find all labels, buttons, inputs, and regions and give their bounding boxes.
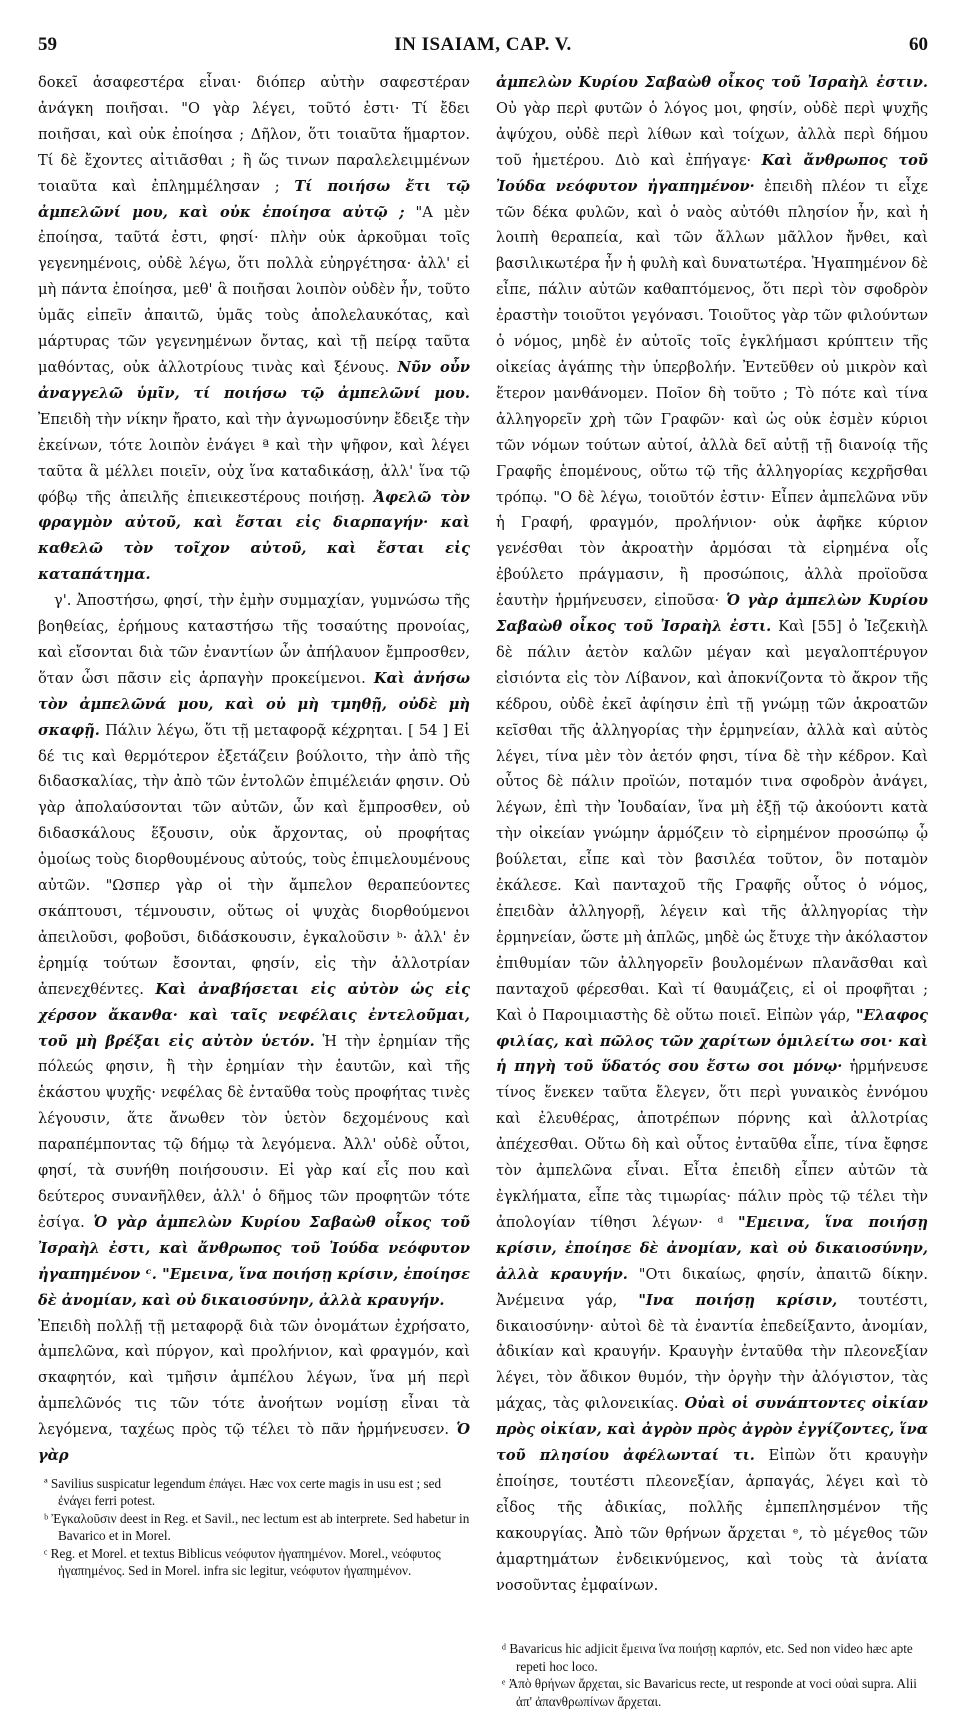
commentary-text: ἐπειδὴ πλέον τι εἶχε τῶν δέκα φυλῶν, καὶ ὁ ναὸς αὐτόθι πλησίον ἦν, καὶ ἡ λοιπὴ θεραπεία, καὶ τῶν ἄλλων μᾶλλον ἤνθει, καὶ βασιλικωτέρα ἦν ἡ φυλὴ καὶ δυνατωτέρα. Ἠγαπημένον δὲ εἶπε, πάλιν αὐτῶν καθαπτόμενος, ὅτι περὶ τὸν σφοδρὸν ἐραστὴν τοιοῦτοι γεγόνασι. Τοιοῦτος γὰρ τῶν φιλούντων ὁ νόμος, μηδὲ ἐν αὐτοῖς τοῖς ἐγκλήμασι κρύπτειν τῆς οἰκείας ἀγάπης τὴν ὑπερβολήν. Ἐντεῦθεν οὐ μικρὸν καὶ ἕτερον μανθάνομεν. Ποῖον δὴ τοῦτο ; Τὸ πότε καὶ τίνα ἀλληγορεῖν χρὴ τῶν Γραφῶν· καὶ ὡς οὐκ ἐσμὲν κύριοι τῶν νόμων τούτων αὐτοί, ἀλλὰ δεῖ αὐτῇ τῇ διανοίᾳ τῆς Γραφῆς ἑπομένους, οὕτω τῷ τῆς ἀλληγορίας κεχρῆσθαι τρόπῳ. "Ο δὲ λέγω, τοιοῦτόν ἐστιν· Εἶπεν ἀμπελῶνα νῦν ἡ Γραφή, φραγμόν, προλήνιον· οὐκ ἀφῆκε κύριον γενέσθαι τὸν ἀκροατὴν ἁρμόσαι τὰ εἰρημένα οἷς ἐβούλετο πράγμασιν, ἢ προσώποις, ἀλλὰ προϊοῦσα ἑαυτὴν ἡρμήνευσεν, εἰποῦσα· (496, 177, 928, 610)
commentary-text: Ἐπειδὴ τὴν νίκην ἤρατο, καὶ τὴν ἀγνωμοσύνην ἔδειξε τὴν ἐκείνων, τότε λοιπὸν ἐνάγει ª καὶ τὴν ψῆφον, καὶ λέγει ταῦτα ἃ μέλλει ποιεῖν, οὐχ ἵνα καταδικάσῃ, ἀλλ' ἵνα τῷ φόβῳ τῆς ἀπειλῆς ἐπιεικεστέρους ποιήσῃ. (38, 410, 470, 506)
footnote-e: ᵉ Ἀπὸ θρήνων ἄρχεται, sic Bavaricus recte, ut responde at voci οὐαὶ supra. Alii ἀπ' ἀπανθρωπίνων ἄρχεται. (502, 1676, 917, 1709)
commentary-text: ἡρμήνευσε τίνος ἕνεκεν ταῦτα ἔλεγεν, ὅτι περὶ γυναικὸς ἐννόμου καὶ ἐλευθέρας, ἀποτρέπων πόρνης καὶ ἀλλοτρίας ἀπέχεσθαι. Οὕτω δὴ καὶ οὗτος ἐνταῦθα εἶπε, τίνα ἔφησε τὸν ἀμπελῶνα εἶναι. Εἶτα ἐπειδὴ εἶπεν αὐτῶν τὰ ἐγκλήματα, εἶπε τὰς τιμωρίας· πάλιν πρὸς τῷ τέλει τὴν ἀπολογίαν τίθησι λέγων· ᵈ (496, 1058, 928, 1231)
commentary-text: Πάλιν λέγω, ὅτι τῇ μεταφορᾷ κέχρηται. [ 54 ] Εἰ δέ τις καὶ θερμότερον ἐξετάζειν βούλοιτο, τὴν ἀπὸ τῆς διδασκαλίας, τὴν ἀπὸ τῶν ἐντολῶν ἐπιμέλειάν φησιν. Οὐ γὰρ ἀπολαύσονται τῶν αὐτῶν, ὧν καὶ ἔμπροσθεν, οὐ διδασκάλους ἕξουσιν, οὐκ ἄρχοντας, οὐ προφήτας ὁμοίως τοὺς διορθουμένους αὐτούς, τοὺς ἐπιμελουμένους αὐτῶν. "Ωσπερ γὰρ οἱ τὴν ἄμπελον θεραπεύοντες σκάπτουσι, τέμνουσιν, οὕτως οἱ ψυχὰς διορθούμενοι ἀπειλοῦσι, φοβοῦσι, διδάσκουσιν, ἐγκαλοῦσιν ᵇ· ἀλλ' ἐν ἐρημίᾳ τούτων ἔσονται, φησίν, εἰς τὴν ἀλλοτρίαν ἀπενεχθέντες. (38, 721, 470, 998)
page-number-left: 59 (38, 34, 57, 55)
scripture-quote: Καὶ ἀνήσω τὸν ἀμπελῶνά μου, καὶ οὐ μὴ τμηθῇ, οὐδὲ μὴ σκαφῇ. (38, 669, 470, 739)
footnote-a: ª Savilius suspicatur legendum ἐπάγει. Hæc vox certe magis in usu est ; sed ἐνάγει ferri potest. (44, 1475, 442, 1509)
footnote-c: ᶜ Reg. et Morel. et textus Biblicus νεόφυτον ἠγαπημένον. Morel., νεόφυτος ἠγαπημένος. Sed in Morel. infra sic legitur, νεόφυτον ἠγαπημένον. (44, 1545, 441, 1579)
scripture-quote: Τί ποιήσω ἔτι τῷ ἀμπελῶνί μου, καὶ οὐκ ἐποίησα αὐτῷ ; (38, 177, 470, 221)
scripture-quote: Καὶ ἄνθρωπος τοῦ Ἰούδα νεόφυτον ἠγαπημένον· (496, 151, 929, 195)
scripture-quote: Ὁ γὰρ ἀμπελὼν Κυρίου Σαβαὼθ οἶκος τοῦ Ἰσραὴλ ἐστι. (496, 592, 928, 636)
commentary-text: Ἡ τὴν ἐρημίαν τῆς πόλεώς φησιν, ἢ τὴν ἐρημίαν τὴν ἑαυτῶν, καὶ τῆς ἑκάστου ψυχῆς· νεφέλας δὲ ἐνταῦθα τοὺς προφήτας τινὲς λέγουσιν, ἅτε ἄνωθεν τὸν ὑετὸν δεχομένους καὶ παραπέμποντας τῷ δήμῳ τὰ λεγόμενα. Ἀλλ' οὐδὲ οὗτοι, φησί, τὰ συνήθη ποιήσουσιν. Εἰ γὰρ καί εἶς που καὶ δεύτερος συνανῆλθεν, ἀλλ' ὁ δῆμος τῶν προφητῶν τότε ἐσίγα. (38, 1032, 470, 1231)
commentary-text: Εἰπὼν ὅτι κραυγὴν ἐποίησε, τουτέστι πλεονεξίαν, ἁρπαγάς, λέγει καὶ τὸ εἶδος τῆς ἀδικίας, πολλῆς ἐμπεπλησμένον τῆς κακουργίας. Ἀπὸ τῶν θρήνων ἄρχεται ᵉ, τὸ μέγεθος τῶν ἁμαρτημάτων ἐνδεικνύμενος, καὶ τοὺς τὰ ἀνίατα νοσοῦντας ἐμφαίνων. (496, 1447, 928, 1594)
scripture-quote: Ὁ γὰρ ἀμπελὼν Κυρίου Σαβαὼθ οἶκος τοῦ Ἰσραὴλ ἐστι, καὶ ἄνθρωπος τοῦ Ἰούδα νεόφυτον ἠγαπημένον ᶜ. "Εμεινα, ἵνα ποιήσῃ κρίσιν, ἐποίησε δὲ ἀνομίαν, καὶ οὐ δικαιοσύνην, ἀλλὰ κραυγήν. (38, 1213, 470, 1309)
left-paragraph-1 (38, 70, 470, 588)
scripture-quote: Νῦν οὖν ἀναγγελῶ ὑμῖν, τί ποιήσω τῷ ἀμπελῶνί μου. (38, 358, 470, 402)
right-paragraph-1 (496, 70, 928, 1598)
footnote-d: ᵈ Bavaricus hic adjicit ἔμεινα ἵνα ποιήσῃ καρπόν, etc. Sed non video hæc apte repeti hoc loco. (502, 1641, 913, 1674)
scripture-quote: "Εμεινα, ἵνα ποιήσῃ κρίσιν, ἐποίησε δὲ ἀνομίαν, καὶ οὐ δικαιοσύνην, ἀλλὰ κραυγήν. (496, 1213, 928, 1283)
commentary-text: Καὶ [55] ὁ Ἰεζεκιὴλ δὲ πάλιν ἀετὸν καλῶν μέγαν καὶ μεγαλοπτέρυγον εἰσιόντα εἰς τὸν Λίβανον, καὶ ἀποκνίζοντα τὸ ἄκρον τῆς κέδρου, οὐδὲ ἐκεῖ ἀφίησιν ἐπὶ τῇ γνώμῃ τῶν ἀκροατῶν κεῖσθαι τῆς ἀλληγορίας τὴν ἑρμηνείαν, ἀλλὰ καὶ αὐτὸς λέγει, τίνα μὲν τὸν ἀετόν φησι, τίνα δὲ τὴν κέδρον. Καὶ οὗτος δὲ πάλιν προϊών, ποταμόν τινα σφοδρὸν ἀνάγει, λέγων, ἐπὶ τὴν Ἰουδαίαν, ἵνα μὴ ἐξῇ τῷ ἀκούοντι κατὰ τὴν οἰκείαν γνώμην ἁρμόζειν τὸ εἰρημένον προσώπῳ ᾧ βούλεται, εἶπε καὶ τὸν βασιλέα τοῦτον, ὃν ποταμὸν ἐκάλεσε. Καὶ πανταχοῦ τῆς Γραφῆς οὗτος ὁ νόμος, ἐπειδὰν ἀλληγορῇ, λέγειν καὶ τῆς ἀλληγορίας τὴν ἑρμηνείαν, ὥστε μὴ ἁπλῶς, μηδὲ ὡς ἔτυχε τὴν ἀκόλαστον ἐπιθυμίαν τῶν ἀλληγορεῖν βουλομένων πλανᾶσθαι καὶ πανταχοῦ φέρεσθαι. Καὶ τί θαυμάζεις, εἰ οἱ προφῆται ; Καὶ ὁ Παροιμιαστὴς δὲ οὕτω ποιεῖ. Εἰπὼν γάρ, (496, 618, 928, 1024)
left-paragraph-2 (38, 588, 470, 1313)
left-paragraph-3 (38, 1314, 470, 1469)
page-number-right: 60 (909, 34, 928, 55)
running-title: IN ISAIAM, CAP. V. (394, 34, 572, 55)
commentary-text: Οὐ γὰρ περὶ φυτῶν ὁ λόγος μοι, φησίν, οὐδὲ περὶ ψυχῆς ἀψύχου, οὐδὲ περὶ λίθων καὶ τοίχων, ἀλλὰ περὶ δήμου τοῦ ἡμετέρου. Διὸ καὶ ἐπήγαγε· (496, 99, 928, 169)
commentary-text: "Α μὲν ἐποίησα, ταῦτά ἐστι, φησί· πλὴν οὐκ ἀρκοῦμαι τοῖς γεγενημένοις, οὐδὲ λέγω, ὅτι πολλὰ εὐηργέτησα· ἀλλ' εἰ μὴ πάντα ἐποίησα, μεθ' ἃ ποιῆσαι λοιπὸν οὐδὲν ἦν, τοῦτο ὑμᾶς εἰπεῖν ἀπαιτῶ, ὑμᾶς τοὺς ἀπολελαυκότας, καὶ μάρτυρας τῶν γεγενημένων ὄντας, καὶ τῇ πείρᾳ ταῦτα μαθόντας, οὐκ ἀλλοτρίους τινὰς καὶ ξένους. (38, 203, 471, 376)
scripture-quote: ἀμπελὼν Κυρίου Σαβαὼθ οἶκος τοῦ Ἰσραὴλ ἐστιν. (496, 74, 928, 91)
commentary-text: γ'. Ἀποστήσω, φησί, τὴν ἐμὴν συμμαχίαν, γυμνώσω τῆς βοηθείας, ἐρήμους καταστήσω τῆς τοσαύτης προνοίας, καὶ εἴσονται διὰ τῶν ἐναντίων ὧν ἀπήλαυον ἔμπροσθεν, ὅταν ὦσι πᾶσιν εἰς ἁρπαγὴν προκείμενοι. (38, 592, 470, 687)
running-header (38, 34, 928, 60)
commentary-text: "Οτι δικαίως, φησίν, ἀπαιτῶ δίκην. Ἀνέμεινα γάρ, (496, 1265, 928, 1309)
scripture-quote: Ἀφελῶ τὸν φραγμὸν αὐτοῦ, καὶ ἔσται εἰς διαρπαγήν· καὶ καθελῶ τὸν τοῖχον αὐτοῦ, καὶ ἔσται εἰς καταπάτημα. (38, 488, 470, 584)
commentary-text: Ἐπειδὴ πολλῇ τῇ μεταφορᾷ διὰ τῶν ὀνομάτων ἐχρήσατο, ἀμπελῶνα, καὶ πύργον, καὶ προλήνιον, καὶ φραγμόν, καὶ σκαφητόν, καὶ τμῆσιν ἀμπέλου λέγων, ἵνα μή περὶ ἀμπελῶνός τις τῶν τότε ἀνοήτων νομίσῃ εἶναι τὰ λεγόμενα, ταχέως πρὸς τῷ τέλει τὸ πᾶν ἡρμήνευσεν. (38, 1317, 470, 1439)
right-column (496, 70, 928, 1710)
left-column (38, 70, 470, 1580)
left-footnotes (38, 1475, 470, 1580)
scripture-quote: "Ινα ποιήσῃ κρίσιν, (638, 1291, 838, 1309)
commentary-text: δοκεῖ ἀσαφεστέρα εἶναι· διόπερ αὐτὴν σαφεστέραν ἀνάγκη ποιῆσαι. "Ο γὰρ λέγει, τοῦτό ἐστι· Τί ἔδει ποιῆσαι, καὶ οὐκ ἐποίησα ; Δῆλον, ὅτι τοιαῦτα ἥμαρτον. Τί δὲ ἔχοντες αἰτιᾶσθαι ; ἢ ὥς τινων παραλελειμμένων τοιαῦτα καὶ ἐπλημμέλησαν ; (38, 74, 470, 195)
scripture-quote: Ὁ γὰρ (38, 1421, 470, 1465)
scripture-quote: Καὶ ἀναβήσεται εἰς αὐτὸν ὡς εἰς χέρσον ἄκανθα· καὶ ταῖς νεφέλαις ἐντελοῦμαι, τοῦ μὴ βρέξαι εἰς αὐτὸν ὑετόν. (38, 980, 471, 1050)
footnote-b: ᵇ Ἐγκαλοῦσιν deest in Reg. et Savil., nec lectum est ab interprete. Sed habetur in Bavarico et in Morel. (44, 1510, 470, 1544)
scripture-quote: "Ελαφος φιλίας, καὶ πῶλος τῶν χαρίτων ὁμιλείτω σοι· καὶ ἡ πηγὴ τοῦ ὕδατός σου ἔστω σοι μόνῳ· (496, 1006, 928, 1076)
commentary-text: τουτέστι, δικαιοσύνην· αὐτοὶ δὲ τὰ ἐναντία ἐπεδείξαντο, ἀνομίαν, ἀδικίαν καὶ κραυγήν. Κραυγὴν ἐνταῦθα τὴν πλεονεξίαν λέγει, τὸν ἄδικον θυμόν, τὴν ὀργὴν τὴν ἀλόγιστον, τὰς μάχας, τὰς φιλονεικίας. (496, 1291, 929, 1413)
scripture-quote: Οὐαὶ οἱ συνάπτοντες οἰκίαν πρὸς οἰκίαν, καὶ ἀγρὸν πρὸς ἀγρὸν ἐγγίζοντες, ἵνα τοῦ πλησίου ἀφέλωνταί τι. (496, 1395, 929, 1465)
right-footnotes (496, 1640, 928, 1710)
